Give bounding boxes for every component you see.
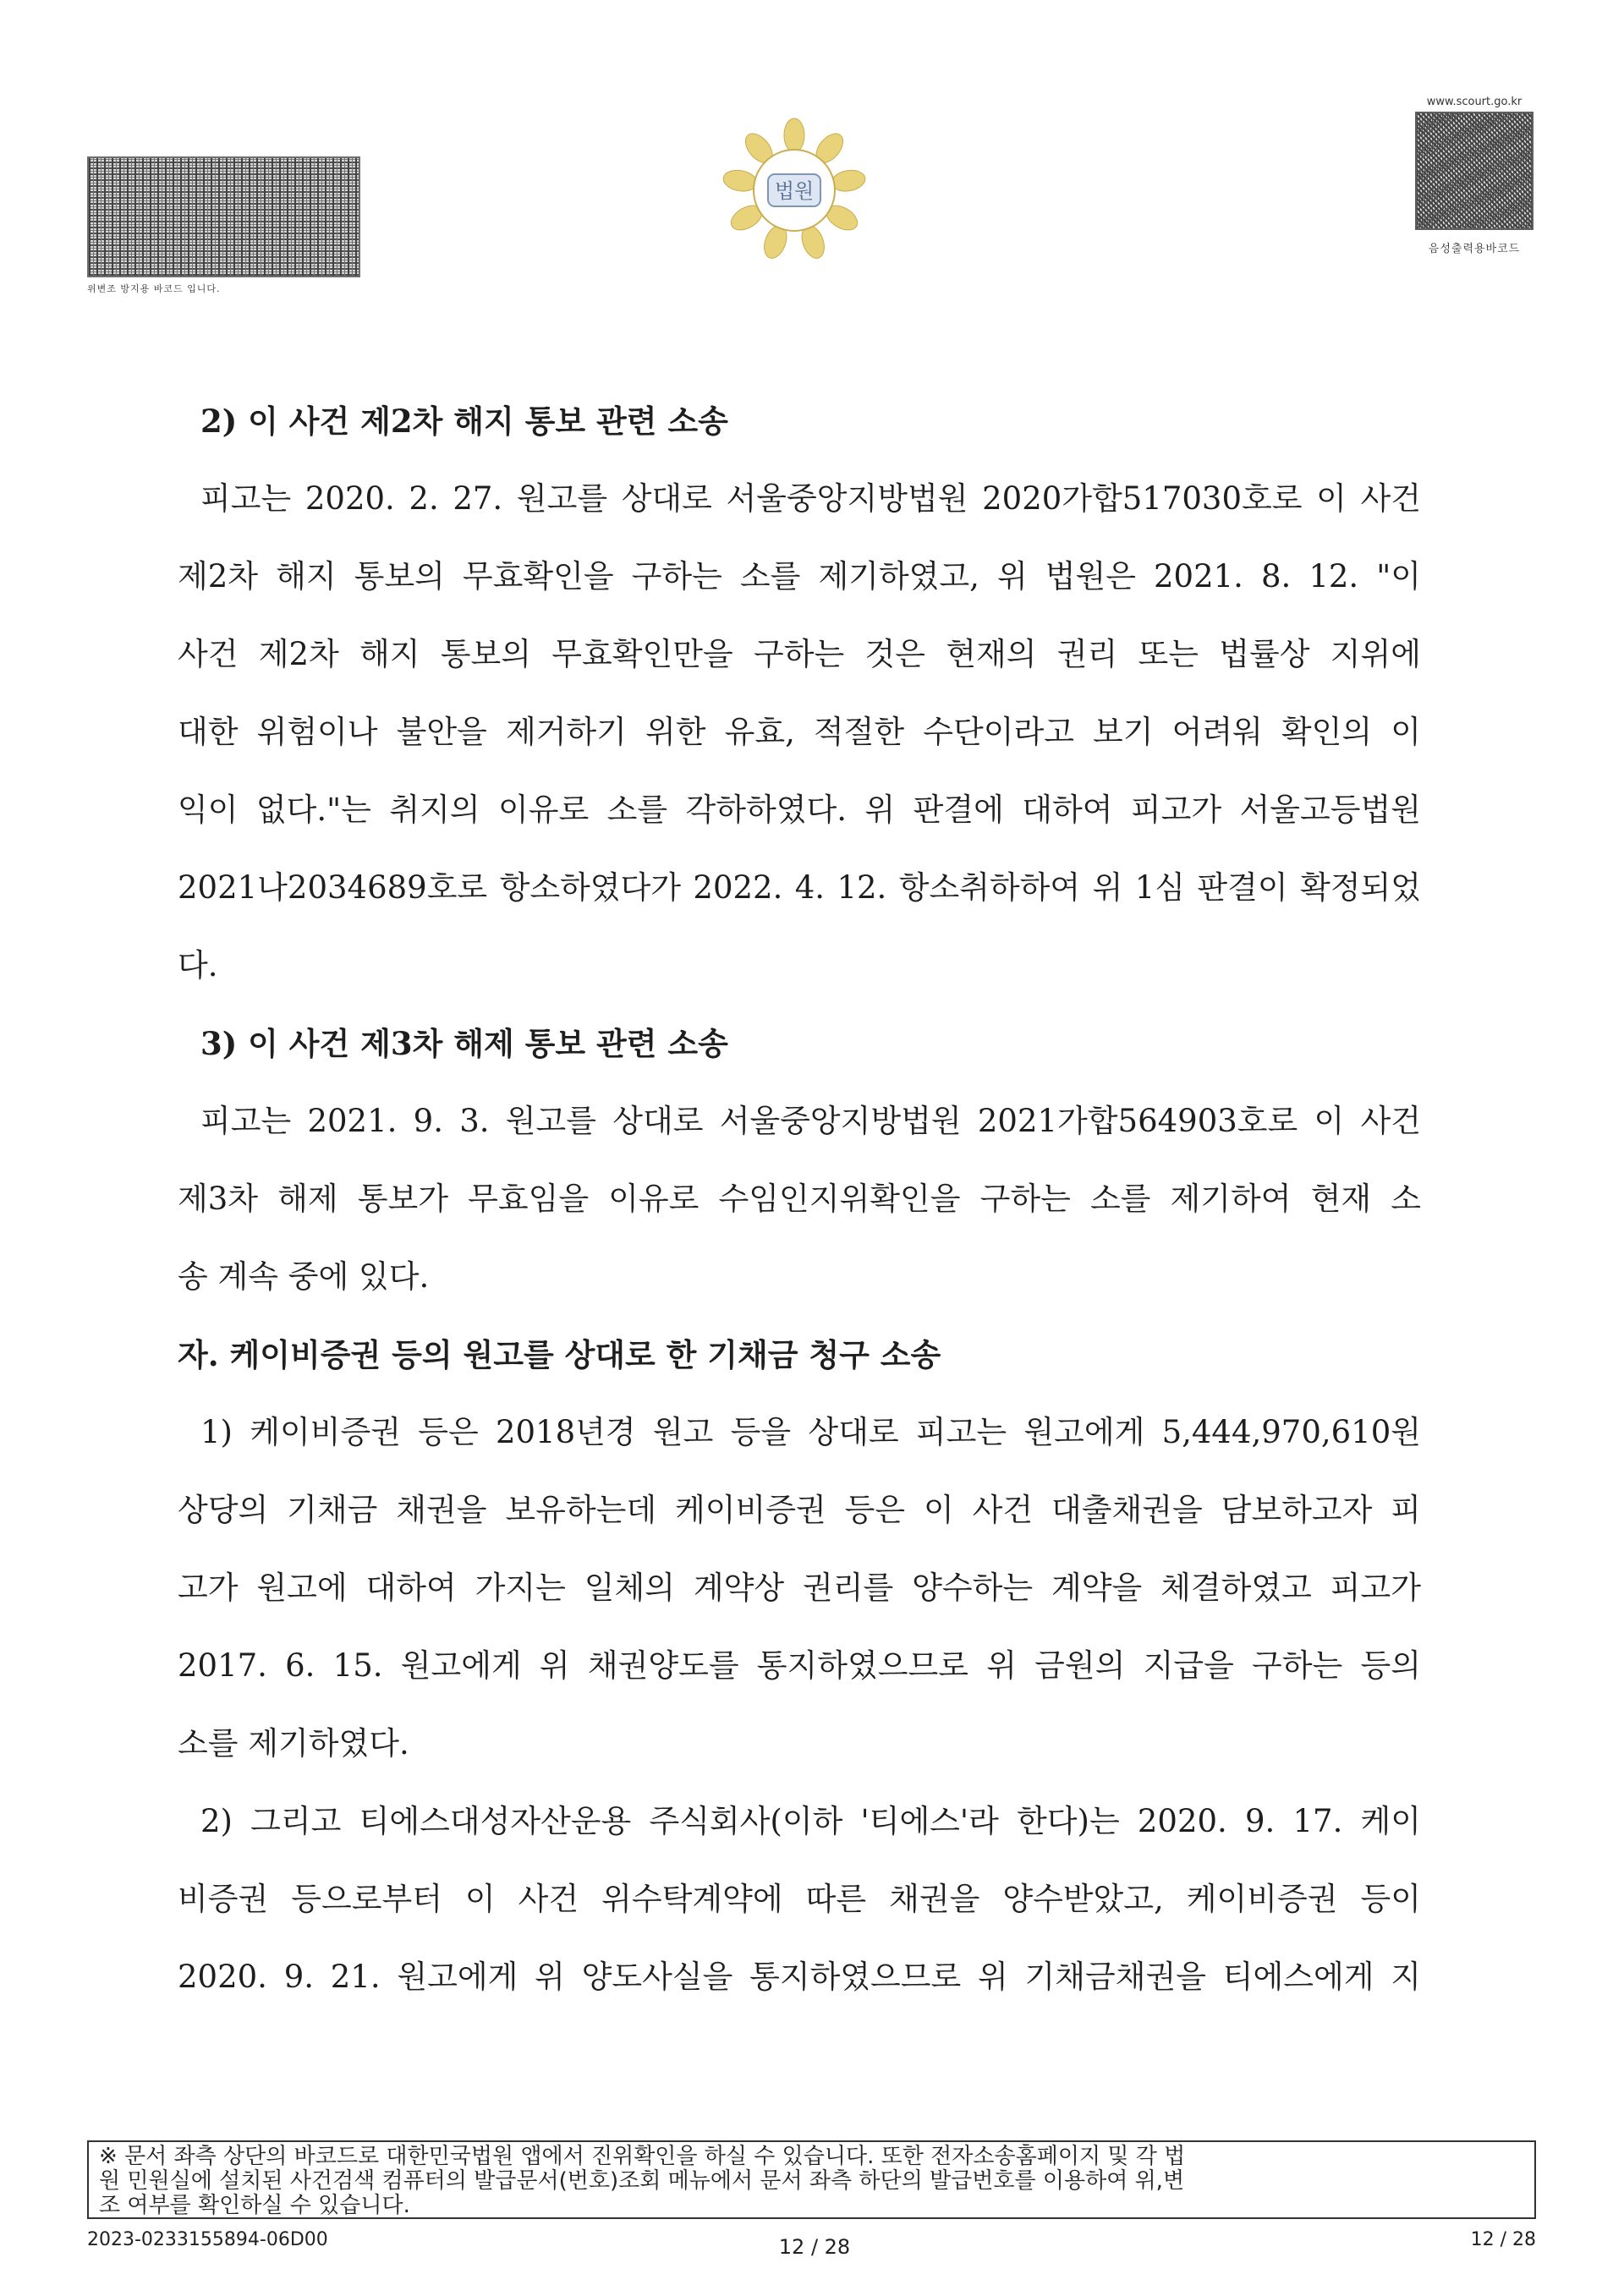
body-line: 비증권 등으로부터 이 사건 위수탁계약에 따른 채권을 양수받았고, 케이비증권 등이 bbox=[178, 1881, 1421, 1917]
notice-line: ※ 문서 좌측 상단의 바코드로 대한민국법원 앱에서 진위확인을 하실 수 있습니다. 또한 전자소송홈페이지 및 각 법 bbox=[99, 2144, 1186, 2169]
page-number-center: 12 / 28 bbox=[778, 2235, 851, 2259]
body-line: 제2차 해지 통보의 무효확인을 구하는 소를 제기하였고, 위 법원은 2021. 8. 12. "이 bbox=[178, 558, 1421, 595]
court-seal-icon bbox=[721, 117, 869, 265]
issue-number: 2023-0233155894-06D00 bbox=[87, 2229, 328, 2250]
body-line: 2020. 9. 21. 원고에게 위 양도사실을 통지하였으므로 위 기채금채권을 티에스에게 지 bbox=[178, 1959, 1421, 1995]
body-line: 피고는 2021. 9. 3. 원고를 상대로 서울중앙지방법원 2021가합564903호로 이 사건 bbox=[200, 1103, 1421, 1139]
voice-output-qr-code bbox=[1415, 112, 1533, 230]
body-line: 상당의 기채금 채권을 보유하는데 케이비증권 등은 이 사건 대출채권을 담보하고자 피 bbox=[178, 1492, 1421, 1528]
seal-text: 법원 bbox=[774, 179, 815, 203]
body-line: 고가 원고에 대하여 가지는 일체의 계약상 권리를 양수하는 계약을 체결하였고 피고가 bbox=[178, 1570, 1421, 1606]
body-line: 송 계속 중에 있다. bbox=[178, 1258, 430, 1295]
page-number-right: 12 / 28 bbox=[1470, 2229, 1536, 2250]
body-line: 사건 제2차 해지 통보의 무효확인만을 구하는 것은 현재의 권리 또는 법률상 지위에 bbox=[178, 636, 1421, 672]
body-line: 1) 케이비증권 등은 2018년경 원고 등을 상대로 피고는 원고에게 5,444,970,610원 bbox=[200, 1414, 1421, 1450]
section-heading-3rd-rescission-lawsuit: 3) 이 사건 제3차 해제 통보 관련 소송 bbox=[200, 1025, 728, 1062]
body-line: 2021나2034689호로 항소하였다가 2022. 4. 12. 항소취하하여 위 1심 판결이 확정되었 bbox=[178, 869, 1421, 906]
section-heading-2nd-termination-lawsuit: 2) 이 사건 제2차 해지 통보 관련 소송 bbox=[200, 403, 728, 440]
notice-line: 조 여부를 확인하실 수 있습니다. bbox=[99, 2193, 410, 2218]
body-line: 피고는 2020. 2. 27. 원고를 상대로 서울중앙지방법원 2020가합517030호로 이 사건 bbox=[200, 480, 1421, 517]
body-line: 2) 그리고 티에스대성자산운용 주식회사(이하 '티에스'라 한다)는 2020. 9. 17. 케이 bbox=[200, 1803, 1421, 1839]
notice-line: 원 민원실에 설치된 사건검색 컴퓨터의 발급문서(번호)조회 메뉴에서 문서 좌측 하단의 발급번호를 이용하여 위,변 bbox=[99, 2168, 1185, 2194]
section-heading-kb-securities-lawsuit: 자. 케이비증권 등의 원고를 상대로 한 기채금 청구 소송 bbox=[178, 1336, 941, 1373]
authenticity-notice bbox=[87, 2140, 1536, 2219]
barcode-caption: 위변조 방지용 바코드 입니다. bbox=[87, 283, 221, 294]
body-line: 소를 제기하였다. bbox=[178, 1725, 409, 1762]
body-line: 대한 위험이나 불안을 제거하기 위한 유효, 적절한 수단이라고 보기 어려워 확인의 이 bbox=[178, 714, 1421, 750]
qr-caption: 음성출력용바코드 bbox=[1428, 243, 1521, 255]
body-line: 제3차 해제 통보가 무효임을 이유로 수임인지위확인을 구하는 소를 제기하여 현재 소 bbox=[178, 1181, 1421, 1217]
scourt-url: www.scourt.go.kr bbox=[1426, 96, 1522, 108]
body-line: 다. bbox=[178, 947, 218, 984]
anti-forgery-barcode bbox=[87, 156, 360, 277]
body-line: 2017. 6. 15. 원고에게 위 채권양도를 통지하였으므로 위 금원의 지급을 구하는 등의 bbox=[178, 1647, 1421, 1684]
body-line: 익이 없다."는 취지의 이유로 소를 각하하였다. 위 판결에 대하여 피고가 서울고등법원 bbox=[178, 792, 1421, 828]
